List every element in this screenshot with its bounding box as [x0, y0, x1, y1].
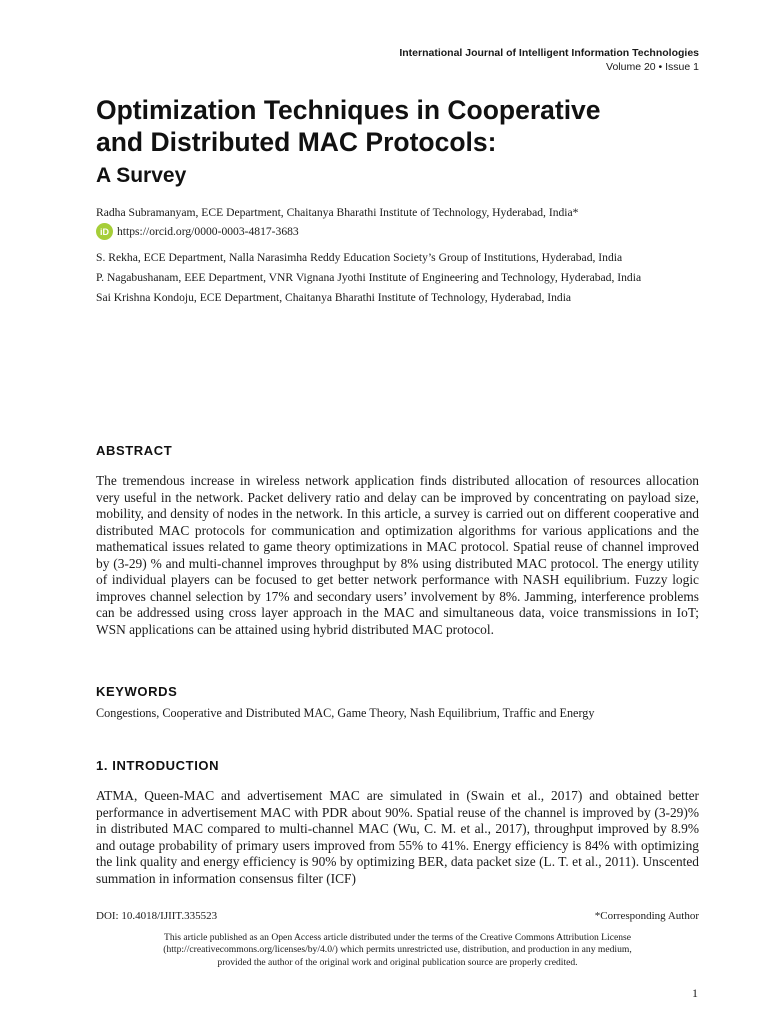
- license-line-1: This article published as an Open Access article distributed under the terms of the Creative Commons Attribution License: [163, 932, 632, 943]
- title-line-1: Optimization Techniques in Cooperative: [96, 95, 601, 125]
- license-notice: [96, 932, 699, 969]
- corresponding-author-note: *Corresponding Author: [594, 910, 699, 922]
- abstract-heading: ABSTRACT: [96, 443, 173, 458]
- keywords-text: Congestions, Cooperative and Distributed MAC, Game Theory, Nash Equilibrium, Traffic and Energy: [96, 706, 595, 720]
- paper-title: [96, 94, 696, 158]
- keywords-heading: KEYWORDS: [96, 684, 178, 699]
- title-line-2: and Distributed MAC Protocols:: [96, 127, 497, 157]
- doi: DOI: 10.4018/IJIIT.335523: [96, 910, 218, 922]
- introduction-heading: 1. INTRODUCTION: [96, 758, 220, 773]
- abstract-text: The tremendous increase in wireless network application finds distributed allocation of resources allocation very useful in the network. Packet delivery ratio and delay can be improved by concentrating on payload size, mobility, and density of nodes in the network. In this article, a survey is carried out on different cooperative and distributed MAC protocols for communication and optimization algorithms for various applications and the mathematical issues related to game theory optimizations in MAC protocol. Spatial reuse of channel improved by (3-29) % and multi-channel improves throughput by 8% using distributed MAC protocol. The energy utility of individual players can be focused to get better network performance with NASH equilibrium. Fuzzy logic improves channel selection by 17% and secondary users’ involvement by 8%. Jamming, interference problems can be addressed using cross layer approach in the MAC and simultaneous data, voice transmissions in IoT; WSN applications can be attained using hybrid distributed MAC protocol.: [96, 473, 699, 637]
- paper-subtitle: A Survey: [96, 164, 187, 187]
- author-3: P. Nagabushanam, EEE Department, VNR Vignana Jyothi Institute of Engineering and Technology, Hyderabad, India: [96, 271, 642, 284]
- journal-volume-issue: Volume 20 • Issue 1: [606, 61, 699, 73]
- author-4: Sai Krishna Kondoju, ECE Department, Chaitanya Bharathi Institute of Technology, Hyderabad, India: [96, 291, 572, 304]
- orcid-icon: iD: [96, 223, 113, 240]
- author-2: S. Rekha, ECE Department, Nalla Narasimha Reddy Education Society’s Group of Institutions, Hyderabad, India: [96, 251, 623, 264]
- author-1: Radha Subramanyam, ECE Department, Chaitanya Bharathi Institute of Technology, Hyderabad, India*: [96, 206, 579, 219]
- license-line-2[interactable]: (http://creativecommons.org/licenses/by/4.0/) which permits unrestricted use, distribution, and production in any medium,: [163, 944, 632, 956]
- orcid-row[interactable]: [96, 223, 299, 240]
- journal-header: [399, 46, 699, 74]
- orcid-link[interactable]: https://orcid.org/0000-0003-4817-3683: [117, 225, 299, 238]
- page-number: 1: [692, 986, 698, 1000]
- introduction-text: ATMA, Queen-MAC and advertisement MAC are simulated in (Swain et al., 2017) and obtained better performance in advertisement MAC with PDR about 90%. Spatial reuse of the channel is improved by (3-29)% in distributed MAC compared to multi-channel MAC (Wu, C. M. et al., 2017), throughput improved by 8.9% and outage probability of primary users improved from 55% to 41%. Energy efficiency is 84% with optimizing the link quality and energy efficiency is 90% by optimizing BER, data packet size (L. T. et al., 2011). Unscented summation in information consensus filter (ICF): [96, 788, 699, 886]
- license-line-3: provided the author of the original work and original publication source are properly credited.: [217, 956, 578, 968]
- journal-name: International Journal of Intelligent Information Technologies: [399, 47, 699, 59]
